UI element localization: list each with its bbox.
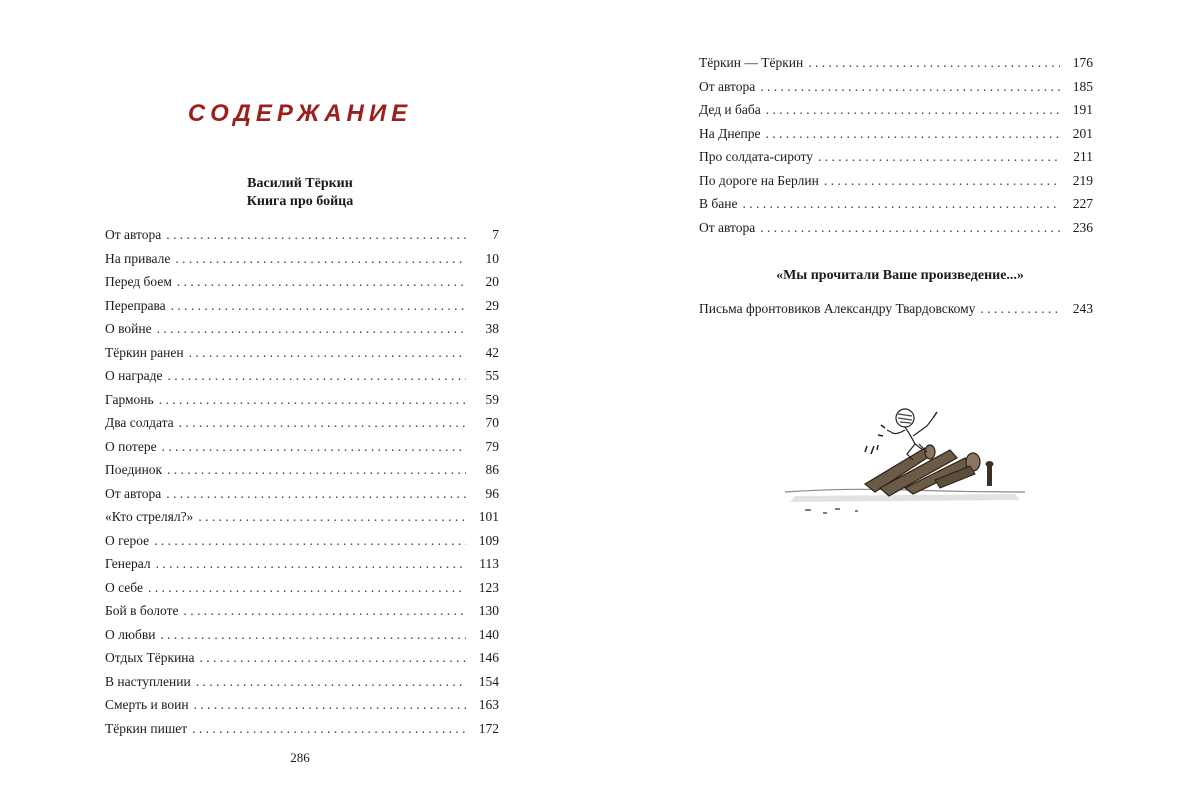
toc-leader-dots bbox=[192, 717, 466, 741]
toc-entry-page: 130 bbox=[478, 603, 499, 618]
toc-list bbox=[699, 51, 1093, 239]
toc-entry bbox=[699, 122, 1093, 146]
toc-entry-title: Генерал bbox=[105, 556, 151, 571]
toc-leader-dots bbox=[154, 529, 466, 553]
toc-leader-dots bbox=[760, 75, 1060, 99]
toc-entry-title: Переправа bbox=[105, 297, 166, 313]
toc-leader-dots bbox=[175, 247, 466, 271]
toc-entry-page: 236 bbox=[1072, 219, 1093, 235]
toc-leader-dots bbox=[184, 599, 467, 623]
section-subtitle: Книга про бойца bbox=[246, 194, 354, 209]
toc-leader-dots bbox=[200, 646, 466, 670]
toc-entry-page: 146 bbox=[478, 650, 499, 665]
toc-entry bbox=[105, 435, 499, 459]
toc-entry-page: 191 bbox=[1072, 102, 1093, 117]
toc-entry bbox=[105, 670, 499, 694]
toc-entry-title: Бой в болоте bbox=[105, 603, 179, 618]
section-title: Василий Тёркин bbox=[247, 176, 353, 191]
toc-entry-title: Дед и баба bbox=[699, 102, 761, 117]
toc-entry-page: 86 bbox=[485, 462, 499, 477]
toc-entry-page: 96 bbox=[485, 485, 499, 501]
toc-leader-dots bbox=[198, 505, 466, 529]
toc-entry-title: От автора bbox=[699, 78, 756, 94]
toc-entry-page: 29 bbox=[485, 297, 499, 313]
toc-entry-title: О герое bbox=[105, 532, 150, 548]
toc-entry bbox=[105, 294, 499, 318]
toc-entry-title: О награде bbox=[105, 368, 163, 383]
toc-leader-dots bbox=[167, 458, 466, 482]
toc-entry-page: 70 bbox=[485, 415, 499, 430]
toc-entry-title: Смерть и воин bbox=[105, 697, 189, 712]
toc-leader-dots bbox=[808, 51, 1060, 75]
toc-entry bbox=[105, 693, 499, 717]
toc-entry-title: В наступлении bbox=[105, 673, 191, 689]
toc-leader-dots bbox=[980, 297, 1060, 321]
toc-leader-dots bbox=[766, 98, 1060, 122]
toc-entry bbox=[105, 458, 499, 482]
toc-entry-title: На Днепре bbox=[699, 125, 761, 141]
soldier-raft-illustration bbox=[765, 388, 1035, 528]
toc-entry bbox=[699, 98, 1093, 122]
section-title: «Мы прочитали Ваше произведение...» bbox=[776, 268, 1024, 283]
toc-leader-dots bbox=[179, 411, 466, 435]
toc-leader-dots bbox=[156, 552, 466, 576]
toc-entry-page: 163 bbox=[478, 697, 499, 712]
toc-leader-dots bbox=[166, 223, 466, 247]
contents-heading: СОДЕРЖАНИЕ bbox=[187, 100, 413, 127]
toc-entry bbox=[105, 717, 499, 741]
toc-entry-title: На привале bbox=[105, 250, 171, 266]
right-page bbox=[600, 0, 1200, 812]
toc-leader-dots bbox=[766, 122, 1060, 146]
toc-entry-title: Отдых Тёркина bbox=[105, 650, 195, 665]
toc-entry-title: Тёркин ранен bbox=[105, 344, 184, 360]
toc-entry-page: 55 bbox=[485, 368, 499, 383]
toc-entry bbox=[105, 623, 499, 647]
toc-entry bbox=[699, 145, 1093, 169]
toc-entry bbox=[105, 247, 499, 271]
toc-entry-page: 123 bbox=[478, 579, 499, 595]
toc-entry-title: Про солдата-сироту bbox=[699, 149, 813, 164]
toc-entry-page: 10 bbox=[485, 250, 499, 266]
toc-entry bbox=[699, 192, 1093, 216]
toc-entry-page: 109 bbox=[478, 532, 499, 548]
toc-leader-dots bbox=[194, 693, 466, 717]
toc-entry-title: «Кто стрелял?» bbox=[105, 509, 194, 524]
toc-entry-title: О любви bbox=[105, 626, 156, 642]
toc-entry-title: От автора bbox=[105, 227, 162, 242]
toc-entry-page: 42 bbox=[485, 344, 499, 360]
toc-entry bbox=[105, 505, 499, 529]
toc-entry-title: Гармонь bbox=[105, 391, 154, 407]
toc-leader-dots bbox=[196, 670, 466, 694]
toc-entry bbox=[699, 297, 1093, 321]
toc-entry-title: От автора bbox=[105, 485, 162, 501]
toc-entry bbox=[105, 411, 499, 435]
toc-entry-page: 101 bbox=[478, 509, 499, 524]
toc-entry bbox=[105, 576, 499, 600]
toc-leader-dots bbox=[742, 192, 1060, 216]
toc-entry-title: Перед боем bbox=[105, 274, 172, 289]
toc-entry bbox=[105, 388, 499, 412]
toc-leader-dots bbox=[824, 169, 1060, 193]
toc-entry bbox=[105, 482, 499, 506]
toc-entry-page: 176 bbox=[1072, 55, 1093, 70]
toc-entry-title: О себе bbox=[105, 579, 143, 595]
toc-entry bbox=[105, 529, 499, 553]
toc-entry-page: 211 bbox=[1073, 149, 1093, 164]
toc-entry-page: 7 bbox=[492, 227, 499, 242]
toc-entry-title: От автора bbox=[699, 219, 756, 235]
toc-entry bbox=[105, 364, 499, 388]
toc-entry-page: 227 bbox=[1072, 196, 1093, 211]
toc-entry-title: В бане bbox=[699, 196, 738, 211]
toc-leader-dots bbox=[148, 576, 466, 600]
toc-entry-page: 38 bbox=[485, 321, 499, 336]
toc-leader-dots bbox=[171, 294, 466, 318]
toc-entry-title: Письма фронтовиков Александру Твардовскому bbox=[699, 301, 976, 316]
toc-entry-title: По дороге на Берлин bbox=[699, 172, 819, 188]
toc-entry-title: О потере bbox=[105, 438, 157, 454]
toc-entry bbox=[105, 270, 499, 294]
toc-entry-page: 172 bbox=[478, 720, 499, 736]
toc-entry-page: 59 bbox=[485, 391, 499, 407]
toc-entry bbox=[699, 169, 1093, 193]
toc-leader-dots bbox=[189, 341, 466, 365]
toc-entry-page: 20 bbox=[485, 274, 499, 289]
toc-leader-dots bbox=[818, 145, 1060, 169]
toc-entry bbox=[105, 317, 499, 341]
toc-entry-page: 185 bbox=[1072, 78, 1093, 94]
toc-entry-title: Тёркин пишет bbox=[105, 720, 188, 736]
toc-entry-title: Два солдата bbox=[105, 415, 174, 430]
toc-entry-page: 140 bbox=[478, 626, 499, 642]
toc-leader-dots bbox=[166, 482, 466, 506]
toc-entry bbox=[699, 51, 1093, 75]
toc-leader-dots bbox=[157, 317, 466, 341]
toc-entry-page: 113 bbox=[479, 556, 499, 571]
page-number: 286 bbox=[290, 750, 310, 765]
toc-leader-dots bbox=[160, 623, 466, 647]
toc-entry-page: 219 bbox=[1072, 172, 1093, 188]
toc-leader-dots bbox=[177, 270, 466, 294]
toc-entry-title: О войне bbox=[105, 321, 152, 336]
toc-entry bbox=[105, 552, 499, 576]
toc-entry-page: 201 bbox=[1072, 125, 1093, 141]
toc-entry bbox=[699, 75, 1093, 99]
toc-entry bbox=[105, 646, 499, 670]
toc-leader-dots bbox=[760, 216, 1060, 240]
toc-entry-page: 79 bbox=[485, 438, 499, 454]
toc-leader-dots bbox=[162, 435, 466, 459]
toc-leader-dots bbox=[167, 364, 466, 388]
toc-list bbox=[699, 297, 1093, 321]
toc-entry bbox=[105, 341, 499, 365]
toc-entry bbox=[699, 216, 1093, 240]
toc-entry bbox=[105, 223, 499, 247]
toc-list bbox=[105, 223, 499, 740]
toc-entry bbox=[105, 599, 499, 623]
toc-entry-page: 243 bbox=[1072, 301, 1093, 316]
toc-entry-page: 154 bbox=[478, 673, 499, 689]
toc-entry-title: Поединок bbox=[105, 462, 163, 477]
toc-leader-dots bbox=[159, 388, 466, 412]
toc-entry-title: Тёркин — Тёркин bbox=[699, 55, 804, 70]
